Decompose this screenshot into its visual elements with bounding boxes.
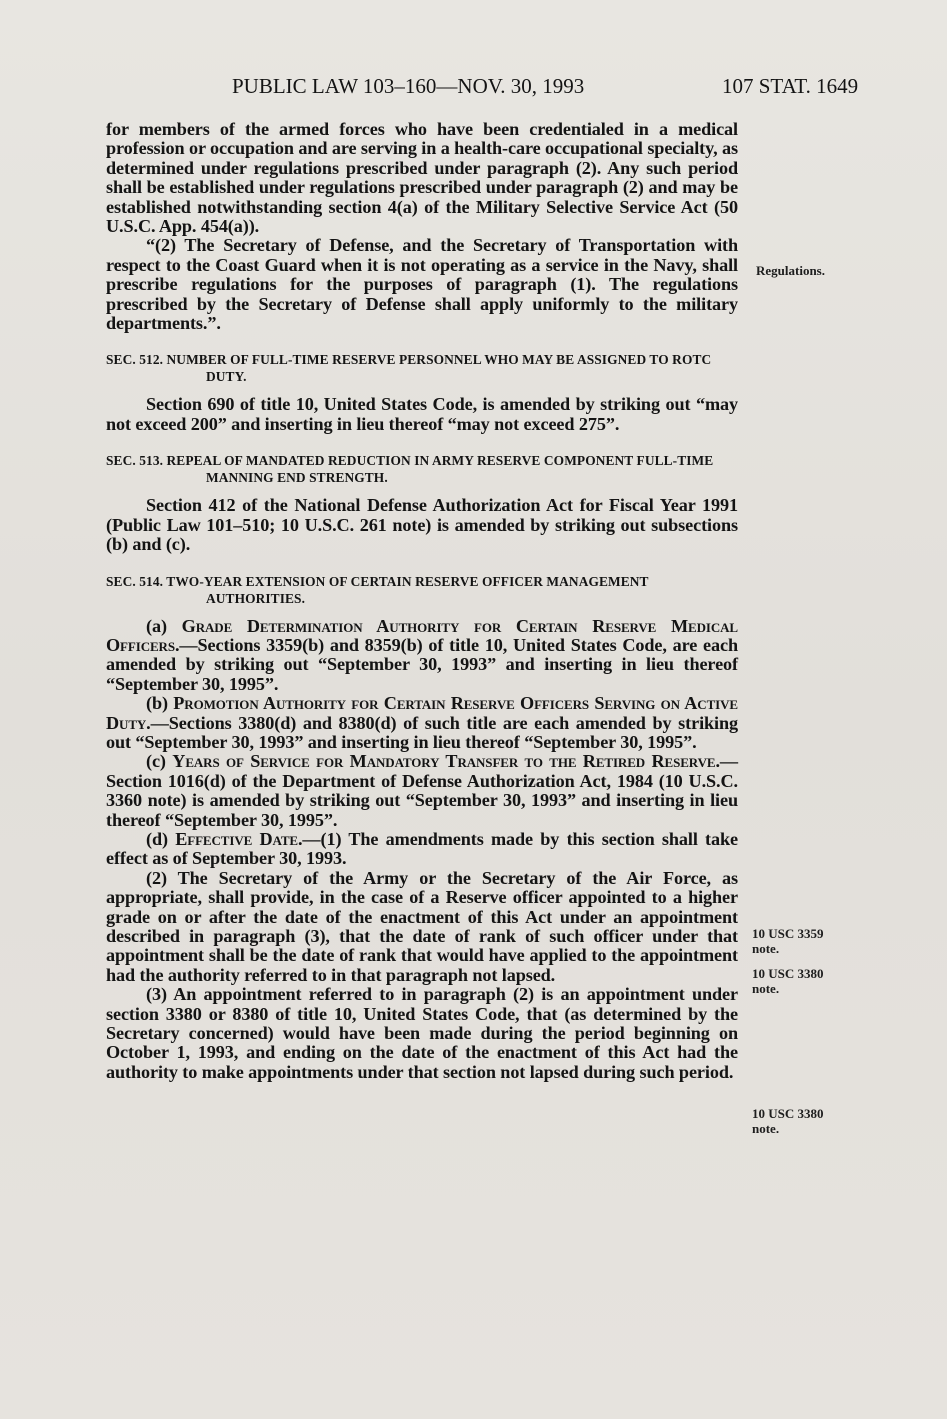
margin-note-10-usc-3380-second-cite: 10 USC 3380 xyxy=(752,1106,824,1121)
running-head-title: PUBLIC LAW 103–160—NOV. 30, 1993 xyxy=(232,74,585,98)
subsection-a-label: (a) xyxy=(146,615,167,636)
subsection-d-label: (d) xyxy=(146,828,168,849)
subsection-b-label: (b) xyxy=(146,693,168,714)
margin-note-10-usc-3359-cite: 10 USC 3359 xyxy=(752,926,824,941)
page-header xyxy=(0,74,947,102)
subsection-c-text: —Section 1016(d) of the Department of Defense Authorization Act, 1984 (10 U.S.C. 3360 note) is amended by striking out “September 30, 1993” and inserting in lieu thereof “September 30, 1995”. xyxy=(106,751,738,830)
margin-note-10-usc-3380-first-cite: 10 USC 3380 xyxy=(752,966,824,981)
subsection-c-caption: Years of Service for Mandatory Transfer to the Retired Reserve. xyxy=(172,751,720,772)
subsection-c xyxy=(106,752,738,830)
section-513-text: Section 412 of the National Defense Authorization Act for Fiscal Year 1991 (Public Law 101–510; 10 U.S.C. 261 note) is amended by striking out subsections (b) and (c). xyxy=(106,495,738,555)
section-513-heading: SEC. 513. REPEAL OF MANDATED REDUCTION IN ARMY RESERVE COMPONENT FULL-TIME MANNING END STRENGTH. xyxy=(106,453,714,486)
subsection-a xyxy=(106,617,738,695)
subsection-d xyxy=(106,830,738,869)
subsection-d-paragraph-2: (2) The Secretary of the Army or the Secretary of the Air Force, as appropriate, shall provide, in the case of a Reserve officer appointed to a higher grade on or after the date of the enactment of this Act under an appointment described in paragraph (3), that the date of rank of such officer under that appointment shall be the date of rank that would have applied to the appointment had the authority referred to in that paragraph not lapsed. xyxy=(106,867,738,985)
margin-note-10-usc-3380-second xyxy=(752,1106,824,1136)
section-512-text: Section 690 of title 10, United States Code, is amended by striking out “may not exceed 200” and inserting in lieu thereof “may not exceed 275”. xyxy=(106,394,738,434)
subsection-d-text: —(1) The amendments made by this section shall take effect as of September 30, 1993. xyxy=(106,828,738,869)
section-512-heading: SEC. 512. NUMBER OF FULL-TIME RESERVE PERSONNEL WHO MAY BE ASSIGNED TO ROTC DUTY. xyxy=(106,352,712,385)
subsection-b-caption: Promotion Authority for Certain Reserve Officers Serving on Active Duty. xyxy=(106,693,738,733)
margin-note-regulations xyxy=(756,263,825,278)
body-text xyxy=(106,120,738,1082)
margin-note-10-usc-3380-second-note: note. xyxy=(752,1121,780,1136)
margin-note-10-usc-3359-note: note. xyxy=(752,941,780,956)
subsection-b-text: —Sections 3380(d) and 8380(d) of such title are each amended by striking out “September 30, 1993” and inserting in lieu thereof “September 30, 1995”. xyxy=(106,712,738,752)
section-514-heading: SEC. 514. TWO-YEAR EXTENSION OF CERTAIN RESERVE OFFICER MANAGEMENT AUTHORITIES. xyxy=(106,573,649,606)
margin-note-10-usc-3380-first xyxy=(752,966,824,996)
subsection-c-label: (c) xyxy=(146,751,166,772)
margin-note-10-usc-3359 xyxy=(752,926,824,956)
subsection-a-text: —Sections 3359(b) and 8359(b) of title 10, United States Code, are each amended by striking out “September 30, 1993” and inserting in lieu thereof “September 30, 1995”. xyxy=(106,634,738,694)
subsection-d-caption: Effective Date. xyxy=(175,828,303,849)
paragraph-intro: for members of the armed forces who have been credentialed in a medical profession or occupation and are serving in a health-care occupational specialty, as determined under regulations prescribed under paragraph (2). Any such period shall be established under regulations prescribed under paragraph (2) and may be established notwithstanding section 4(a) of the Military Selective Service Act (50 U.S.C. App. 454(a)). xyxy=(106,119,738,237)
margin-note-regulations-text: Regulations. xyxy=(756,263,825,278)
subsection-a-caption: Grade Determination Authority for Certain Reserve Medical Officers. xyxy=(106,615,738,655)
margin-note-10-usc-3380-first-note: note. xyxy=(752,981,780,996)
statute-page-number: 107 STAT. 1649 xyxy=(722,74,859,98)
subsection-d-paragraph-3: (3) An appointment referred to in paragraph (2) is an appointment under section 3380 or 8380 of title 10, United States Code, that (as determined by the Secretary concerned) would have been made during the period beginning on October 1, 1993, and ending on the date of the enactment of this Act had the authority to make appointments under that section not lapsed during such period. xyxy=(106,984,738,1082)
paragraph-regulations: “(2) The Secretary of Defense, and the Secretary of Transportation with respect to the Coast Guard when it is not operating as a service in the Navy, shall prescribe regulations for the purposes of paragraph (1). The regulations prescribed by the Secretary of Defense shall apply uniformly to the military departments.”. xyxy=(106,235,738,334)
subsection-b xyxy=(106,694,738,752)
